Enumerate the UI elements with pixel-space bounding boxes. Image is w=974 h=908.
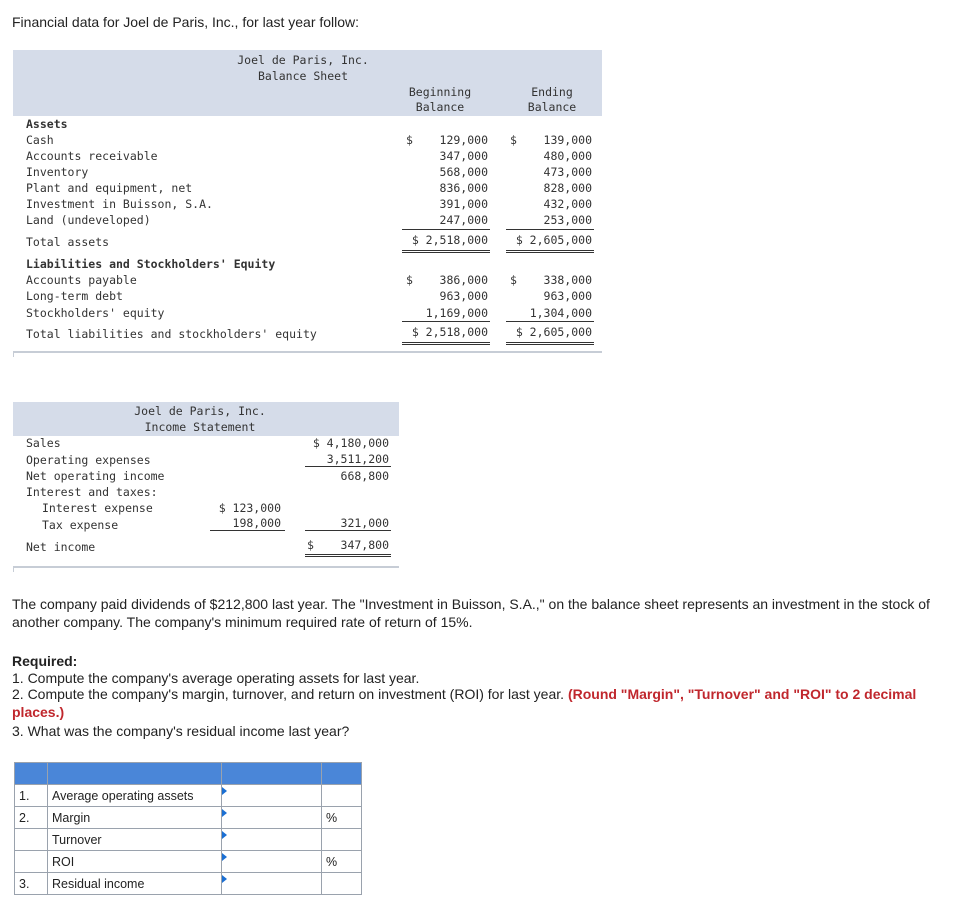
answer-input-roi[interactable]: [222, 851, 322, 873]
bs-row-label: Accounts payable: [26, 273, 137, 287]
bs-row-begin: 836,000: [439, 181, 488, 195]
bs-row-begin: 391,000: [439, 197, 488, 211]
table-row: [15, 785, 362, 807]
input-marker-icon: [222, 787, 227, 795]
bs-row-label: Cash: [26, 133, 54, 147]
bs-row-label: Stockholders' equity: [26, 306, 165, 320]
bs-title: Balance Sheet: [257, 69, 348, 83]
bs-total-assets-begin: $ 2,518,000: [411, 233, 488, 247]
input-marker-icon: [222, 809, 227, 817]
is-interest-taxes-total: 321,000: [340, 516, 389, 530]
required-q3: 3. What was the company's residual income last year?: [12, 723, 350, 739]
table-row: [15, 851, 362, 873]
is-company-name: Joel de Paris, Inc.: [134, 404, 266, 418]
bs-col2-header-line2: Balance: [527, 100, 577, 114]
bs-liabilities-heading: Liabilities and Stockholders' Equity: [26, 257, 276, 271]
row-label: Average operating assets: [48, 785, 222, 807]
is-bottom-tick: [13, 566, 14, 572]
bs-col2-header-line1: Ending: [531, 85, 573, 99]
bs-row-label: Accounts receivable: [26, 149, 158, 163]
row-label: Residual income: [48, 873, 222, 895]
bs-row-end: 963,000: [543, 289, 592, 303]
table-row: [15, 807, 362, 829]
row-number: 3.: [15, 873, 48, 895]
bs-double-rule: [402, 250, 490, 253]
is-double-rule: [305, 554, 391, 557]
required-title: Required:: [12, 653, 78, 669]
bs-subtotal-rule: [402, 229, 490, 230]
input-marker-icon: [222, 875, 227, 883]
bs-row-begin: 386,000: [439, 273, 488, 287]
bs-bottom-tick: [13, 351, 14, 357]
intro-text: Financial data for Joel de Paris, Inc., for last year follow:: [12, 14, 360, 30]
row-number: 1.: [15, 785, 48, 807]
answer-input-turnover[interactable]: [222, 829, 322, 851]
bs-row-begin: 1,169,000: [425, 306, 488, 320]
bs-total-liab-begin: $ 2,518,000: [411, 325, 488, 339]
bs-row-end: 432,000: [543, 197, 592, 211]
bs-total-liab-label: Total liabilities and stockholders' equity: [26, 327, 317, 341]
is-bottom-border: [13, 566, 399, 568]
is-sales-value: $ 4,180,000: [312, 436, 389, 450]
is-interest-label: Interest expense: [42, 501, 153, 515]
required-q1: 1. Compute the company's average operating assets for last year.: [12, 670, 420, 686]
input-marker-icon: [222, 831, 227, 839]
bs-row-label: Inventory: [26, 165, 89, 179]
bs-double-rule: [506, 342, 594, 345]
is-subtotal-rule: [210, 530, 285, 531]
bs-row-label: Investment in Buisson, S.A.: [26, 197, 213, 211]
bs-row-label: Long-term debt: [26, 289, 123, 303]
bs-row-end: 253,000: [543, 213, 592, 227]
bs-subtotal-rule: [506, 321, 594, 322]
bs-row-label: Land (undeveloped): [26, 213, 151, 227]
is-opex-value: 3,511,200: [326, 452, 389, 466]
bs-row-begin: 963,000: [439, 289, 488, 303]
bs-dollar-sign: $: [406, 133, 413, 147]
bs-dollar-sign: $: [406, 273, 413, 287]
bs-row-end: 1,304,000: [529, 306, 592, 320]
bs-double-rule: [402, 342, 490, 345]
is-subtotal-rule: [305, 530, 391, 531]
bs-total-assets-end: $ 2,605,000: [515, 233, 592, 247]
is-tax-label: Tax expense: [42, 518, 119, 532]
bs-col1-header-line2: Balance: [415, 100, 465, 114]
required-q2: [12, 685, 962, 721]
is-title: Income Statement: [144, 420, 256, 434]
row-label: Margin: [48, 807, 222, 829]
answer-table-header: [15, 763, 362, 785]
answer-input-avg-operating-assets[interactable]: [222, 785, 322, 807]
table-row: [15, 873, 362, 895]
is-subtotal-rule: [305, 466, 391, 467]
bs-row-begin: 347,000: [439, 149, 488, 163]
problem-paragraph: The company paid dividends of $212,800 last year. The "Investment in Buisson, S.A.," on the balance sheet represents an investment in the stock of another company. The company's minimum required rate of return of 15%.: [12, 596, 930, 630]
is-noi-label: Net operating income: [26, 469, 165, 483]
header-cell: [322, 763, 362, 785]
required-q2-text: 2. Compute the company's margin, turnover, and return on investment (ROI) for last year.: [12, 686, 565, 702]
answer-table: [14, 762, 362, 895]
is-noi-value: 668,800: [340, 469, 389, 483]
is-net-income-dollar: $: [307, 538, 314, 552]
row-label: Turnover: [48, 829, 222, 851]
bs-row-begin: 247,000: [439, 213, 488, 227]
bs-row-end: 480,000: [543, 149, 592, 163]
is-interest-value: $ 123,000: [218, 501, 281, 515]
bs-dollar-sign: $: [510, 273, 517, 287]
bs-row-end: 828,000: [543, 181, 592, 195]
bs-total-liab-end: $ 2,605,000: [515, 325, 592, 339]
answer-input-residual-income[interactable]: [222, 873, 322, 895]
bs-row-begin: 568,000: [439, 165, 488, 179]
bs-row-end: 139,000: [543, 133, 592, 147]
row-number: [15, 851, 48, 873]
row-unit: [322, 785, 362, 807]
is-net-income-value: 347,800: [340, 538, 389, 552]
bs-col1-header-line1: Beginning: [408, 85, 472, 99]
answer-input-margin[interactable]: [222, 807, 322, 829]
row-unit: %: [322, 851, 362, 873]
bs-assets-heading: Assets: [26, 117, 68, 131]
bs-total-assets-label: Total assets: [26, 235, 110, 249]
is-net-income-label: Net income: [26, 540, 96, 554]
table-row: [15, 829, 362, 851]
row-label: ROI: [48, 851, 222, 873]
row-number: [15, 829, 48, 851]
bs-row-end: 473,000: [543, 165, 592, 179]
bs-row-begin: 129,000: [439, 133, 488, 147]
is-sales-label: Sales: [26, 436, 61, 450]
bs-row-label: Plant and equipment, net: [26, 181, 193, 195]
bs-bottom-border: [13, 351, 602, 353]
row-unit: [322, 829, 362, 851]
bs-row-end: 338,000: [543, 273, 592, 287]
required-q2-note: (Round "Margin", "Turnover" and "ROI" to 2 decimal places.): [12, 686, 917, 720]
bs-dollar-sign: $: [510, 133, 517, 147]
row-unit: [322, 873, 362, 895]
input-marker-icon: [222, 853, 227, 861]
header-cell: [15, 763, 48, 785]
bs-double-rule: [506, 250, 594, 253]
is-opex-label: Operating expenses: [26, 453, 151, 467]
bs-subtotal-rule: [506, 229, 594, 230]
is-interest-taxes-label: Interest and taxes:: [26, 485, 158, 499]
is-tax-value: 198,000: [232, 516, 281, 530]
bs-subtotal-rule: [402, 321, 490, 322]
bs-company-name: Joel de Paris, Inc.: [237, 53, 369, 67]
header-cell: [48, 763, 222, 785]
row-unit: %: [322, 807, 362, 829]
header-cell: [222, 763, 322, 785]
row-number: 2.: [15, 807, 48, 829]
